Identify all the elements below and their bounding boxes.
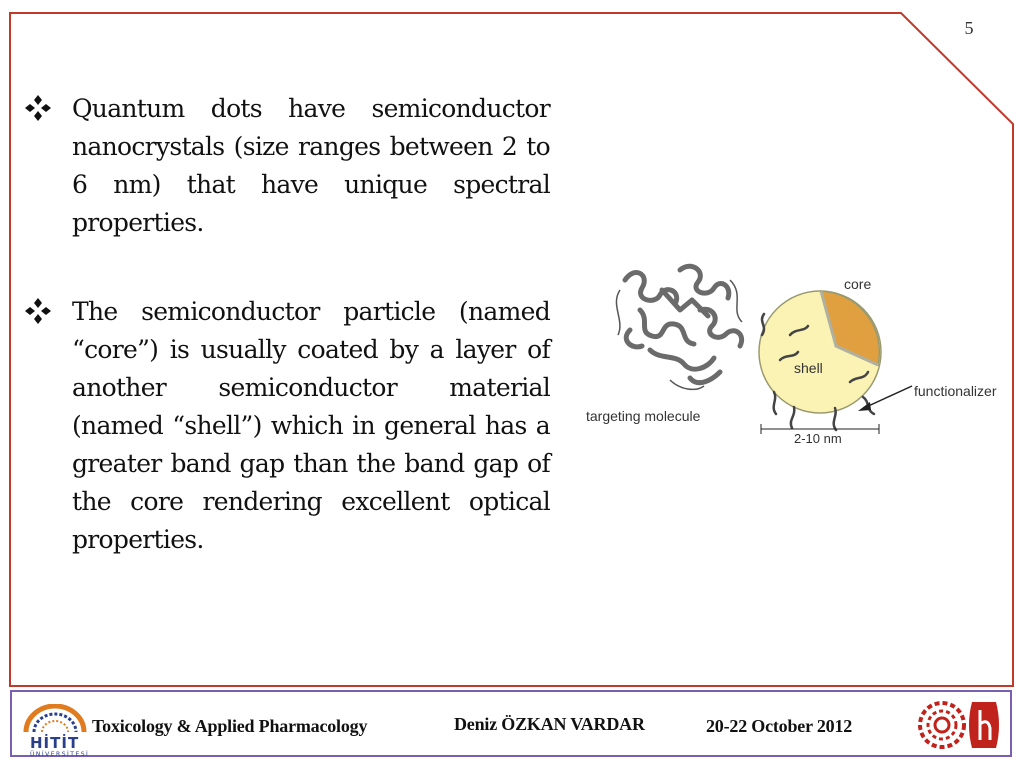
footer-date: 20-22 October 2012: [706, 716, 853, 736]
bullet-text: Quantum dots have semiconductor nanocrystals (size ranges between 2 to 6 nm) that have unique spectral properties.: [72, 94, 550, 237]
hitit-logo-subtext: ÜNİVERSİTESİ: [30, 751, 90, 758]
page-number: 5: [964, 18, 974, 38]
faculty-logo-icon: [916, 698, 1008, 752]
protein-ribbon-icon: [625, 266, 742, 382]
quantum-dot-figure: [580, 250, 1010, 450]
bullet-item: [24, 293, 554, 559]
hitit-logo-text: HİTİT: [30, 734, 80, 752]
core-label: core: [844, 276, 872, 292]
bullet-item: [24, 90, 554, 242]
footer-course-title: Toxicology & Applied Pharmacology: [92, 716, 368, 736]
footer-author: Deniz ÖZKAN VARDAR: [454, 714, 645, 734]
hitit-university-logo: [20, 704, 90, 758]
diamond-bullet-icon: [24, 94, 52, 122]
targeting-molecule-label: targeting molecule: [586, 408, 701, 424]
size-label: 2-10 nm: [794, 431, 842, 446]
shell-label: shell: [794, 360, 823, 376]
functionalizer-label: functionalizer: [914, 383, 997, 399]
footer-bar: [10, 690, 1012, 757]
bullet-text: The semiconductor particle (named “core”) is usually coated by a layer of another semiconductor material (named “shell”) which in general has a greater band gap than the band gap of the core rendering excellent optical properties.: [72, 297, 550, 554]
hitit-logo-icon: [20, 704, 90, 734]
diamond-bullet-icon: [24, 297, 52, 325]
